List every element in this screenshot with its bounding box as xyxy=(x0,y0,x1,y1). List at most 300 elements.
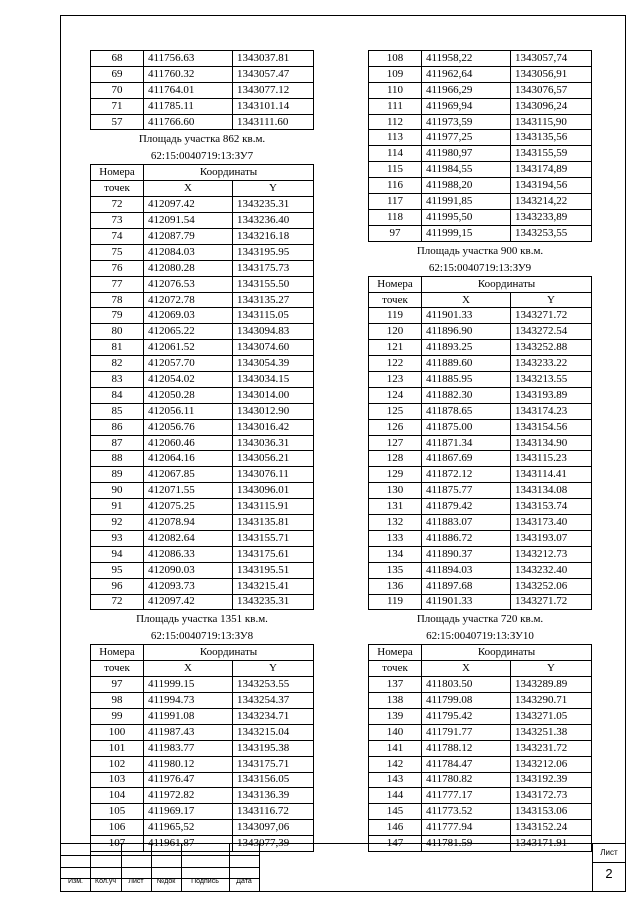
coord-x: 412093.73 xyxy=(144,578,233,594)
point-number: 72 xyxy=(91,197,144,213)
point-number: 137 xyxy=(369,677,422,693)
table-row xyxy=(91,530,314,546)
stamp-label-date: Дата xyxy=(236,878,252,885)
coord-x: 412056.76 xyxy=(144,419,233,435)
table-row xyxy=(91,594,314,610)
header-coords: Координаты xyxy=(422,645,592,661)
table-row xyxy=(369,820,592,836)
point-number: 106 xyxy=(91,820,144,836)
table-row xyxy=(91,804,314,820)
coord-x: 411760.32 xyxy=(144,66,233,82)
coord-y: 1343253.55 xyxy=(233,677,314,693)
coord-x: 411764.01 xyxy=(144,82,233,98)
coord-x: 411983.77 xyxy=(144,740,233,756)
point-number: 84 xyxy=(91,387,144,403)
stamp-label-list: Лист xyxy=(128,878,144,885)
table-row xyxy=(91,788,314,804)
point-number: 96 xyxy=(91,578,144,594)
table-row xyxy=(91,693,314,709)
table-row xyxy=(91,213,314,229)
coord-y: 1343289.89 xyxy=(511,677,592,693)
coord-y: 1343057,74 xyxy=(511,51,592,67)
sheet-number: 2 xyxy=(605,866,613,881)
coord-x: 411756.63 xyxy=(144,51,233,67)
coord-y: 1343174.23 xyxy=(511,403,592,419)
coord-y: 1343175.73 xyxy=(233,260,314,276)
point-number: 98 xyxy=(91,693,144,709)
table-row xyxy=(91,403,314,419)
coord-x: 411980,97 xyxy=(422,146,511,162)
coord-x: 412054.02 xyxy=(144,372,233,388)
point-number: 72 xyxy=(91,594,144,610)
coord-y: 1343056.21 xyxy=(233,451,314,467)
point-number: 100 xyxy=(91,724,144,740)
coord-y: 1343134.90 xyxy=(511,435,592,451)
coord-x: 411780.82 xyxy=(422,772,511,788)
coord-x: 411984,55 xyxy=(422,162,511,178)
table-row xyxy=(369,562,592,578)
point-number: 79 xyxy=(91,308,144,324)
coord-x: 411991,85 xyxy=(422,194,511,210)
point-number: 77 xyxy=(91,276,144,292)
header-points2: точек xyxy=(91,661,144,677)
table-row xyxy=(91,260,314,276)
table-row xyxy=(91,724,314,740)
coord-x: 411961.87 xyxy=(144,836,233,852)
coord-y: 1343195.95 xyxy=(233,244,314,260)
point-number: 135 xyxy=(369,562,422,578)
point-number: 125 xyxy=(369,403,422,419)
table-row xyxy=(91,483,314,499)
header-points: Номера xyxy=(369,276,422,292)
table-row xyxy=(91,820,314,836)
header-coords: Координаты xyxy=(144,165,314,181)
point-number: 73 xyxy=(91,213,144,229)
coord-x: 411894.03 xyxy=(422,562,511,578)
table-row xyxy=(91,756,314,772)
point-number: 105 xyxy=(91,804,144,820)
coord-x: 411879.42 xyxy=(422,499,511,515)
coord-y: 1343074.60 xyxy=(233,340,314,356)
table-row xyxy=(91,562,314,578)
table-row xyxy=(369,403,592,419)
point-number: 97 xyxy=(91,677,144,693)
table-row xyxy=(91,435,314,451)
table-row xyxy=(91,66,314,82)
coord-x: 411886.72 xyxy=(422,530,511,546)
table-row xyxy=(369,209,592,225)
table-row xyxy=(91,356,314,372)
table-row xyxy=(369,340,592,356)
table-row xyxy=(369,483,592,499)
table-row xyxy=(369,546,592,562)
coord-y: 1343232.40 xyxy=(511,562,592,578)
coord-x: 411799.08 xyxy=(422,693,511,709)
point-number: 70 xyxy=(91,82,144,98)
header-y: Y xyxy=(233,181,314,197)
coord-x: 411871.34 xyxy=(422,435,511,451)
coord-y: 1343235.31 xyxy=(233,594,314,610)
coord-x: 411791.77 xyxy=(422,724,511,740)
point-number: 126 xyxy=(369,419,422,435)
header-x: X xyxy=(422,292,511,308)
point-number: 121 xyxy=(369,340,422,356)
coord-x: 411784.47 xyxy=(422,756,511,772)
point-number: 143 xyxy=(369,772,422,788)
point-number: 86 xyxy=(91,419,144,435)
coord-x: 411988,20 xyxy=(422,178,511,194)
table-row xyxy=(369,114,592,130)
table-row xyxy=(369,419,592,435)
table-row xyxy=(91,578,314,594)
table-row xyxy=(369,324,592,340)
point-number: 80 xyxy=(91,324,144,340)
stamp-col-line xyxy=(259,843,260,892)
table-row xyxy=(91,197,314,213)
coord-y: 1343212.73 xyxy=(511,546,592,562)
stamp-label-izm: Изм. xyxy=(68,878,83,885)
point-number: 109 xyxy=(369,66,422,82)
coord-y: 1343173.40 xyxy=(511,515,592,531)
table-row xyxy=(91,114,314,130)
coord-y: 1343153.06 xyxy=(511,804,592,820)
left-column xyxy=(90,50,314,852)
header-points: Номера xyxy=(91,165,144,181)
point-number: 132 xyxy=(369,515,422,531)
coord-x: 411987.43 xyxy=(144,724,233,740)
table-row xyxy=(91,292,314,308)
point-number: 69 xyxy=(91,66,144,82)
table-row xyxy=(91,340,314,356)
parcel-title: 62:15:0040719:13:ЗУ9 xyxy=(428,261,532,274)
coord-y: 1343254.37 xyxy=(233,693,314,709)
coord-y: 1343153.74 xyxy=(511,499,592,515)
point-number: 139 xyxy=(369,708,422,724)
coord-x: 411897.68 xyxy=(422,578,511,594)
point-number: 107 xyxy=(91,836,144,852)
point-number: 83 xyxy=(91,372,144,388)
coord-x: 411803.50 xyxy=(422,677,511,693)
table-row xyxy=(369,66,592,82)
point-number: 117 xyxy=(369,194,422,210)
coord-y: 1343233,89 xyxy=(511,209,592,225)
coord-x: 411795.42 xyxy=(422,708,511,724)
point-number: 115 xyxy=(369,162,422,178)
table-row xyxy=(369,130,592,146)
coord-x: 412056.11 xyxy=(144,403,233,419)
point-number: 89 xyxy=(91,467,144,483)
point-number: 101 xyxy=(91,740,144,756)
point-number: 78 xyxy=(91,292,144,308)
table-row xyxy=(369,387,592,403)
point-number: 97 xyxy=(369,225,422,241)
area-caption: Площадь участка 1351 кв.м. xyxy=(136,613,268,626)
coord-y: 1343136.39 xyxy=(233,788,314,804)
stamp-label-kolvo: Кол.уч xyxy=(95,878,116,885)
coord-y: 1343135.81 xyxy=(233,515,314,531)
table-row xyxy=(369,98,592,114)
coord-y: 1343096.01 xyxy=(233,483,314,499)
point-number: 141 xyxy=(369,740,422,756)
table-row xyxy=(91,515,314,531)
header-x: X xyxy=(144,661,233,677)
coord-x: 411977,25 xyxy=(422,130,511,146)
coord-x: 411893.25 xyxy=(422,340,511,356)
coord-y: 1343014.00 xyxy=(233,387,314,403)
coord-y: 1343094.83 xyxy=(233,324,314,340)
table-row xyxy=(91,308,314,324)
coord-x: 411872.12 xyxy=(422,467,511,483)
coord-x: 411958,22 xyxy=(422,51,511,67)
point-number: 142 xyxy=(369,756,422,772)
table-row xyxy=(369,804,592,820)
coord-x: 412087.79 xyxy=(144,229,233,245)
coord-x: 412050.28 xyxy=(144,387,233,403)
coord-y: 1343054.39 xyxy=(233,356,314,372)
table-row xyxy=(369,724,592,740)
table-row xyxy=(369,356,592,372)
table-row xyxy=(91,499,314,515)
table-row xyxy=(369,194,592,210)
point-number: 90 xyxy=(91,483,144,499)
coord-y: 1343034.15 xyxy=(233,372,314,388)
table-row xyxy=(369,225,592,241)
point-number: 119 xyxy=(369,308,422,324)
coord-x: 411966,29 xyxy=(422,82,511,98)
point-number: 112 xyxy=(369,114,422,130)
coord-x: 411875.77 xyxy=(422,483,511,499)
parcel-title: 62:15:0040719:13:ЗУ7 xyxy=(150,150,254,163)
header-points2: точек xyxy=(369,292,422,308)
coord-y: 1343193.07 xyxy=(511,530,592,546)
stamp-label-signature: Подпись xyxy=(191,878,219,885)
table-zu8 xyxy=(90,644,314,852)
stamp-label-ndok: №док xyxy=(156,878,176,885)
table-row xyxy=(369,578,592,594)
coord-x: 411788.12 xyxy=(422,740,511,756)
table-row xyxy=(369,146,592,162)
coord-y: 1343154.56 xyxy=(511,419,592,435)
coord-x: 412076.53 xyxy=(144,276,233,292)
coord-x: 411883.07 xyxy=(422,515,511,531)
table-row xyxy=(91,708,314,724)
coord-y: 1343077,39 xyxy=(233,836,314,852)
table-row xyxy=(91,740,314,756)
coord-x: 412084.03 xyxy=(144,244,233,260)
coord-x: 411999,15 xyxy=(422,225,511,241)
point-number: 120 xyxy=(369,324,422,340)
coord-y: 1343096,24 xyxy=(511,98,592,114)
point-number: 74 xyxy=(91,229,144,245)
point-number: 95 xyxy=(91,562,144,578)
point-number: 128 xyxy=(369,451,422,467)
point-number: 124 xyxy=(369,387,422,403)
point-number: 134 xyxy=(369,546,422,562)
point-number: 68 xyxy=(91,51,144,67)
table-row xyxy=(369,515,592,531)
table-row xyxy=(91,419,314,435)
coord-y: 1343272.54 xyxy=(511,324,592,340)
header-y: Y xyxy=(511,661,592,677)
coord-y: 1343216.18 xyxy=(233,229,314,245)
coord-y: 1343076.11 xyxy=(233,467,314,483)
coord-x: 412072.78 xyxy=(144,292,233,308)
coord-y: 1343115.05 xyxy=(233,308,314,324)
coord-y: 1343171.91 xyxy=(511,836,592,852)
point-number: 123 xyxy=(369,372,422,388)
coord-x: 412061.52 xyxy=(144,340,233,356)
coord-x: 412078.94 xyxy=(144,515,233,531)
coord-x: 411777.17 xyxy=(422,788,511,804)
coord-x: 411965,52 xyxy=(144,820,233,836)
point-number: 87 xyxy=(91,435,144,451)
point-number: 122 xyxy=(369,356,422,372)
table-row xyxy=(91,324,314,340)
coord-y: 1343252.88 xyxy=(511,340,592,356)
area-caption: Площадь участка 862 кв.м. xyxy=(138,133,266,146)
coord-y: 1343233.22 xyxy=(511,356,592,372)
coord-y: 1343231.72 xyxy=(511,740,592,756)
coord-y: 1343195.38 xyxy=(233,740,314,756)
coord-x: 411875.00 xyxy=(422,419,511,435)
point-number: 57 xyxy=(91,114,144,130)
point-number: 93 xyxy=(91,530,144,546)
coord-y: 1343101.14 xyxy=(233,98,314,114)
point-number: 99 xyxy=(91,708,144,724)
header-y: Y xyxy=(233,661,314,677)
coord-x: 412097.42 xyxy=(144,197,233,213)
point-number: 102 xyxy=(91,756,144,772)
stamp-top-line xyxy=(60,843,626,844)
coord-y: 1343016.42 xyxy=(233,419,314,435)
point-number: 85 xyxy=(91,403,144,419)
coord-x: 411994.73 xyxy=(144,693,233,709)
point-number: 146 xyxy=(369,820,422,836)
coord-y: 1343156.05 xyxy=(233,772,314,788)
point-number: 130 xyxy=(369,483,422,499)
table-row xyxy=(91,98,314,114)
coord-x: 411878.65 xyxy=(422,403,511,419)
point-number: 92 xyxy=(91,515,144,531)
table-row xyxy=(91,772,314,788)
coord-y: 1343194,56 xyxy=(511,178,592,194)
coord-y: 1343253,55 xyxy=(511,225,592,241)
coord-y: 1343155.50 xyxy=(233,276,314,292)
coord-y: 1343195.51 xyxy=(233,562,314,578)
coord-x: 412090.03 xyxy=(144,562,233,578)
table-row xyxy=(91,229,314,245)
coord-x: 411976.47 xyxy=(144,772,233,788)
area-caption: Площадь участка 720 кв.м. xyxy=(416,613,544,626)
point-number: 104 xyxy=(91,788,144,804)
table-row xyxy=(369,788,592,804)
table-row xyxy=(91,677,314,693)
coord-y: 1343215.04 xyxy=(233,724,314,740)
coord-y: 1343135,56 xyxy=(511,130,592,146)
coord-y: 1343012.90 xyxy=(233,403,314,419)
coord-y: 1343097,06 xyxy=(233,820,314,836)
coord-y: 1343252.06 xyxy=(511,578,592,594)
parcel-title: 62:15:0040719:13:ЗУ8 xyxy=(150,630,254,643)
coord-y: 1343155,59 xyxy=(511,146,592,162)
coord-x: 412091.54 xyxy=(144,213,233,229)
coord-y: 1343215.41 xyxy=(233,578,314,594)
coord-y: 1343152.24 xyxy=(511,820,592,836)
header-x: X xyxy=(144,181,233,197)
table-row xyxy=(369,772,592,788)
point-number: 131 xyxy=(369,499,422,515)
point-number: 118 xyxy=(369,209,422,225)
point-number: 129 xyxy=(369,467,422,483)
header-points: Номера xyxy=(369,645,422,661)
coord-y: 1343036.31 xyxy=(233,435,314,451)
table-row xyxy=(91,546,314,562)
table-zu7 xyxy=(90,164,314,610)
coord-x: 412060.46 xyxy=(144,435,233,451)
coord-y: 1343271.72 xyxy=(511,308,592,324)
coord-x: 412082.64 xyxy=(144,530,233,546)
table-row xyxy=(91,372,314,388)
coord-y: 1343214,22 xyxy=(511,194,592,210)
coord-x: 412097.42 xyxy=(144,594,233,610)
table-row xyxy=(369,162,592,178)
coord-y: 1343115.23 xyxy=(511,451,592,467)
coord-x: 411901.33 xyxy=(422,594,511,610)
coord-y: 1343271.72 xyxy=(511,594,592,610)
header-points: Номера xyxy=(91,645,144,661)
header-coords: Координаты xyxy=(422,276,592,292)
table-row xyxy=(91,51,314,67)
point-number: 145 xyxy=(369,804,422,820)
table-zu6-tail xyxy=(90,50,314,130)
table-row xyxy=(369,677,592,693)
point-number: 133 xyxy=(369,530,422,546)
coord-x: 411991.08 xyxy=(144,708,233,724)
sheet-label: Лист xyxy=(600,848,618,857)
coord-y: 1343155.71 xyxy=(233,530,314,546)
point-number: 88 xyxy=(91,451,144,467)
point-number: 82 xyxy=(91,356,144,372)
coord-y: 1343076,57 xyxy=(511,82,592,98)
table-row xyxy=(91,82,314,98)
point-number: 113 xyxy=(369,130,422,146)
table-row xyxy=(369,499,592,515)
point-number: 116 xyxy=(369,178,422,194)
coord-x: 412065.22 xyxy=(144,324,233,340)
coord-x: 411766.60 xyxy=(144,114,233,130)
stamp-row-line xyxy=(592,862,626,863)
coord-y: 1343114.41 xyxy=(511,467,592,483)
coord-y: 1343175.61 xyxy=(233,546,314,562)
point-number: 71 xyxy=(91,98,144,114)
table-row xyxy=(91,244,314,260)
coord-x: 411785.11 xyxy=(144,98,233,114)
coord-y: 1343235.31 xyxy=(233,197,314,213)
point-number: 103 xyxy=(91,772,144,788)
coord-x: 411882.30 xyxy=(422,387,511,403)
header-coords: Координаты xyxy=(144,645,314,661)
point-number: 127 xyxy=(369,435,422,451)
coord-y: 1343175.71 xyxy=(233,756,314,772)
point-number: 114 xyxy=(369,146,422,162)
point-number: 81 xyxy=(91,340,144,356)
coord-x: 412067.85 xyxy=(144,467,233,483)
coord-x: 411896.90 xyxy=(422,324,511,340)
coord-y: 1343174,89 xyxy=(511,162,592,178)
area-caption: Площадь участка 900 кв.м. xyxy=(416,244,544,257)
point-number: 119 xyxy=(369,594,422,610)
point-number: 140 xyxy=(369,724,422,740)
